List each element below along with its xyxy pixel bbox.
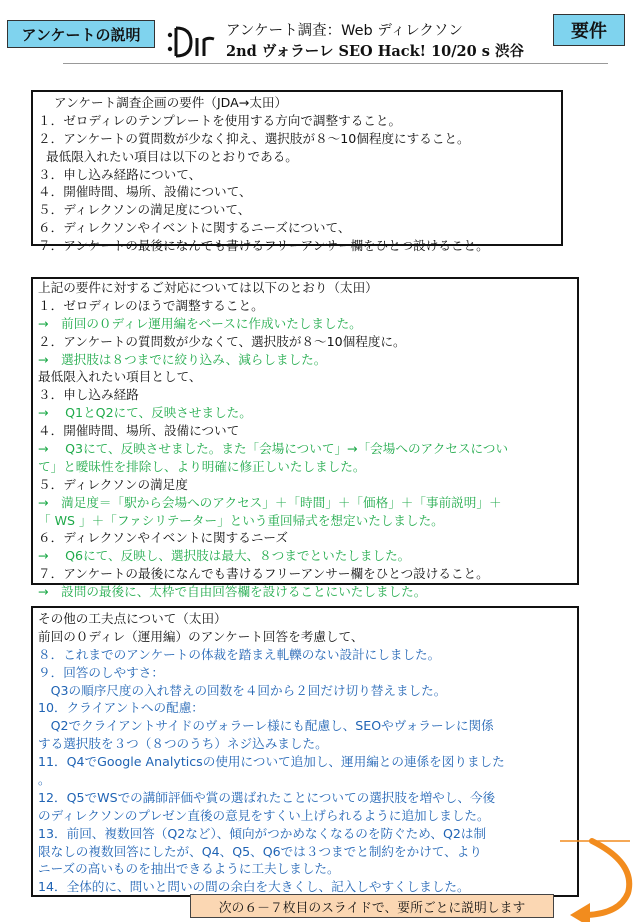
response-line: ２．アンケートの質問数が少なくて、選択肢が８～10個程度に。	[38, 333, 406, 349]
response-answer-line: → 選択肢は８つまでに絞り込み、減らしました。	[38, 351, 327, 367]
improvement-line: ニーズの高いものを抽出できるように工夫しました。	[38, 861, 340, 877]
improvement-line: Q2でクライアントサイドのヴォラーレ様にも配慮し、SEOやヴォラーレに関係	[38, 718, 494, 734]
requirements-box	[31, 90, 563, 254]
requirement-line: ２．アンケートの質問数が少なく抑え、選択肢が８～10個程度にすること。	[38, 130, 470, 146]
improvement-line: 10．クライアントへの配慮：	[38, 700, 204, 716]
improvement-line: Q3の順序尺度の入れ替えの回数を４回から２回だけ切り替えました。	[38, 682, 447, 698]
improvement-line: する選択肢を３つ（８つのうち）ネジ込みました。	[38, 736, 328, 752]
requirement-line: ４．開催時間、場所、設備について、	[38, 184, 252, 200]
improvement-line: 。	[38, 772, 51, 788]
improvement-line: 14．全体的に、問いと問いの間の余白を大きくし、記入しやすくしました。	[38, 879, 470, 895]
improvements-box	[31, 606, 579, 897]
requirement-line: 最低限入れたい項目は以下のとおりである。	[46, 148, 298, 164]
improvements-heading: その他の工夫点について（太田）	[38, 611, 227, 626]
response-answer-line: → 設問の最後に、太枠で自由回答欄を設けることにいたしました。	[38, 584, 427, 600]
response-box	[31, 277, 579, 600]
page-subtitle: 2nd ヴォラーレ SEO Hack! 10/20 s 渋谷	[226, 43, 524, 60]
response-answer-line: → Q1とQ2にて、反映させました。	[38, 405, 252, 421]
improvement-line: のディレクソンのプレゼン直後の意見をすくい上げられるように追加しました。	[38, 807, 490, 823]
requirement-line: １．ゼロディレのテンプレートを使用する方向で調整すること。	[38, 112, 402, 128]
response-line: ６．ディレクソンやイベントに関するニーズ	[38, 530, 288, 546]
improvement-line: 11．Q4でGoogle Analyticsの使用について追加し、運用編との連係を図りました	[38, 754, 505, 770]
footer-note: 次の６－７枚目のスライドで、要所ごとに説明します	[190, 894, 554, 918]
response-answer-line: → 満足度＝「駅から会場へのアクセス」＋「時間」＋「価格」＋「事前説明」＋	[38, 494, 502, 510]
response-line: ４．開催時間、場所、設備について	[38, 423, 240, 439]
response-line: ３．申し込み経路	[38, 387, 139, 403]
response-answer-line: て」と曖昧性を排除し、より明確に修正しいたしました。	[38, 458, 366, 474]
improvement-line: ９．回答のしやすさ：	[38, 664, 164, 680]
response-answer-line: 「 WS 」＋「ファシリテーター」という重回帰式を想定いたしました。	[38, 512, 444, 528]
response-line: 最低限入れたい項目として、	[38, 369, 202, 385]
response-answer-line: → Q6にて、反映し、選択肢は最大、８つまでといたしました。	[38, 548, 411, 564]
response-line: ７．アンケートの最後になんでも書けるフリーアンサー欄をひとつ設けること。	[38, 566, 489, 582]
response-line: ５．ディレクソンの満足度	[38, 476, 188, 492]
requirements-heading: アンケート調査企画の要件（JDA→太田）	[54, 95, 288, 110]
improvement-line: 13．前回、複数回答（Q2など）、傾向がつかめなくなるのを防ぐため、Q2は制	[38, 825, 487, 841]
improvement-line: 前回の０ディレ（運用編）のアンケート回答を考慮して、	[38, 628, 364, 644]
requirement-line: ５．ディレクソンの満足度について、	[38, 202, 251, 218]
requirement-line: ３．申し込み経路について、	[38, 166, 202, 182]
header-divider	[63, 63, 608, 64]
requirement-line: ６．ディレクソンやイベントに関するニーズについて、	[38, 220, 351, 236]
improvement-line: ８．これまでのアンケートの体裁を踏まえ軋轢のない設計にしました。	[38, 646, 441, 662]
response-answer-line: → 前回の０ディレ運用編をベースに作成いたしました。	[38, 315, 362, 331]
improvement-line: 12．Q5でWSでの講師評価や賞の選ばれたことについての選択肢を増やし、今後	[38, 789, 496, 805]
response-answer-line: → Q3にて、反映させました。また「会場について」→「会場へのアクセスについ	[38, 441, 509, 457]
response-line: １．ゼロディレのほうで調整すること。	[38, 297, 264, 313]
response-heading: 上記の要件に対するご対応については以下のとおり（太田）	[38, 280, 378, 295]
dir-logo-icon	[167, 23, 217, 63]
slide-section-tag: アンケートの説明	[7, 20, 155, 48]
requirement-line: ７．アンケートの最後になんでも書けるフリーアンサー欄をひとつ設けること。	[38, 238, 489, 254]
page-title: アンケート調査：Web ディレクソン	[226, 23, 463, 39]
requirements-tag: 要件	[553, 14, 625, 46]
improvement-line: 限なしの複数回答にしたが、Q4、Q5、Q6では３つまでと制約をかけて、より	[38, 843, 482, 859]
